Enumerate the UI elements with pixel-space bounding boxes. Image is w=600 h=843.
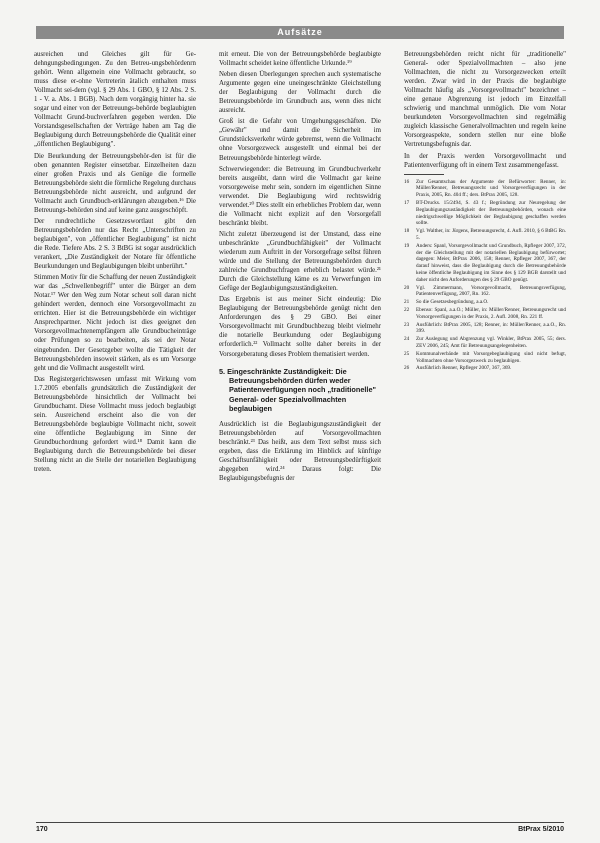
- footnote: [404, 179, 566, 199]
- footnote-text: Vgl. Walther, in: Jürgens, Betreuungsrecht, 4. Aufl. 2010, § 6 BtBG Rn. 5.: [416, 228, 566, 241]
- footnote-number: 24: [404, 336, 410, 343]
- body-paragraph: Schwerwiegender: die Betreuung im Grundbuchverkehr bereits ausgeübt, dann wird die Vollmacht gar keine vorsorgeweise mehr sein, sondern im eigentlichen Sinne verwendet. Die Beglaubigung wird rechtswidrig verwendet.²⁰ Dies stellt ein erhebliches Problem dar, wenn die Vollmacht nicht explizit auf den Vorsorgefall beschränkt bleibt.: [219, 165, 381, 227]
- footnote: [404, 365, 566, 372]
- footnote-text: Zur Auslegung und Abgrenzung vgl. Winkler, BtPrax 2005, 55; ders. ZEV 2006, 245; Amt für Betreuungsangelegenheiten.: [416, 336, 566, 349]
- text-column-right: [404, 50, 566, 373]
- footer-divider: [36, 822, 564, 823]
- footnotes: [404, 179, 566, 373]
- footnote-number: 20: [404, 284, 410, 291]
- footnote-text: Ebenso: Spanl, a.a.O.; Müller, in: Müller/Renner, Betreuungsrecht und Vorsorgeverfügungen in der Praxis, 2. Aufl. 2008, Rn. 221 ff.: [416, 306, 566, 320]
- footnote-number: 23: [404, 321, 410, 328]
- footnote-number: 25: [404, 350, 410, 357]
- text-column-middle: [219, 50, 381, 485]
- body-paragraph: Neben diesen Überlegungen sprechen auch systematische Argumente gegen eine uneingeschränkte Gleichstellung der Beglaubigung der Vollmacht durch die Betreuungsbehörde im Grundbuch aus, wenn dies nicht ausreicht.: [219, 71, 381, 115]
- body-paragraph: Der rundrechtliche Gesetzeswortlaut gibt den Betreuungsbehörden nur das Recht „Unterschriften zu beglaubigen", von „öffentlicher Beglaubigung" ist nicht die Rede. Tiefere Abs. 2 S. 3 BtBG ist sogar ausdrücklich verankert, „Die Zuständigkeit der Notare für öffentliche Beurkundungen und Beglaubigungen bleibt unberührt.": [34, 217, 196, 271]
- footnote: [404, 336, 566, 350]
- footnote: [404, 243, 566, 284]
- footnote-text: Kommunalverbände mit Vorsorgebeglaubigung sind nicht befugt, Vollmachten ohne Vorsorgezweck zu beglaubigen.: [416, 350, 566, 364]
- footnote: [404, 200, 566, 227]
- journal-issue: BtPrax 5/2010: [518, 826, 564, 833]
- footnote-text: Zur Gesamtschau der Argumente der Befürworter: Renner, in: Müller/Renner, Betreuungsrecht und Vorsorgeverfügungen in der Praxis, 2005, Rn. 404 ff.; ders. BtPrax 2005, 128.: [416, 178, 566, 199]
- body-paragraph: mit erneut. Die von der Betreuungsbehörde beglaubigte Vollmacht scheidet keine öffentliche Urkunde.¹⁹: [219, 51, 381, 68]
- footnote-text: BT-Drucks. 15/2494, S. 43 f.; Begründung zur Neuregelung der Beglaubigungszuständigkeit der Betreuungsbehörden, wonach eine niedrigschwellige Möglichkeit der Beglaubigung geschaffen werden sollte.: [416, 200, 566, 227]
- footnote-text: Ausführlich: BtPrax 2005, 128; Renner, in: Müller/Renner, a.a.O., Rn. 399.: [416, 321, 566, 335]
- body-paragraph: Groß ist die Gefahr von Umgehungsgeschäften. Die „Gewähr" und damit die Sicherheit im Grundstücksverkehr würde gebremst, wenn die Vollmacht ohne Vorsorgezweck ausgestellt und einmal bei der Betreuungsbehörde hinterlegt würde.: [219, 118, 381, 162]
- footnote: [404, 351, 566, 365]
- footnote-text: Ausführlich Renner, Rpfleger 2007, 367, 369.: [416, 365, 512, 372]
- footnote-number: 26: [404, 365, 410, 372]
- footnote: [404, 299, 566, 306]
- footnote-number: 19: [404, 242, 410, 249]
- footnote: [404, 228, 566, 242]
- footnote: [404, 322, 566, 336]
- section-header-bar: [36, 26, 564, 39]
- body-paragraph: Die Beurkundung der Betreuungsbehör-den ist für die oben genannten Register einsetzbar. Einzelheiten dazu einer großen Praxis und als Genüge die formelle Betreuungsbehörde sieht die förmliche Regelung durchaus Betreuungsbehörde nicht ausreicht, und aufgrund der Vollmacht auch Grundbuch-erklärungen abzugeben.¹⁶ Die Betreuungs-behörden sind auf keine ganz ausgeschöpft.: [34, 152, 196, 214]
- page-number: 170: [36, 826, 48, 833]
- body-paragraph: Das Registergerichtswesen umfasst mit Wirkung vom 1.7.2005 ebenfalls grundsätzlich die Zuständigkeit der Betreuungsbehörde hinsichtlich der Vollmacht bei Grundbuchamt. Diese Vollmacht muss jedoch beglaubigt sein. Ausreichend erscheint also die von der Betreuungsbehörde beglaubigte Vollmacht nicht, soweit eine öffentliche Beglaubigung im Sinne der Grundbuchordnung gefordert wird.¹⁸ Damit kann die Beglaubigung durch die Betreuungsbehörde bei dieser Stellung nicht an die Stelle der notariellen Beglaubigung treten.: [34, 375, 196, 474]
- body-paragraph: Stimmen Motiv für die Schaffung der neuen Zuständigkeit war das „Schwellenbegriff" unter die Bürger an dem Notar.¹⁷ Wer den Weg zum Notar scheut soll daran nicht gehindert werden, dennoch eine Vorsorgevollmacht zu errichten. Hier ist die Betreuungsbehörde ein wichtiger Ansprechpartner. Nicht jedoch ist dies geeignet den Vorsorgevollmachtenempfängern alle Grundbucheinträge oder Prüfungen so zu bearbeiten, als sei der Notar eingebunden. Der Gesetzgeber wollte die Tätigkeit der Betreuungsbehörden insoweit stärken, als es um Vorsorge geht und die Vollmacht ausgestellt wird.: [34, 274, 196, 372]
- body-paragraph: Betreuungsbehörden reicht nicht für „traditionelle" General- oder Spezialvollmachten – also jene Vollmachten, die nicht zu Vorsorgezwecken erteilt werden. Zwar wird in der Praxis die beglaubigte Vollmacht häufig als „Vorsorgevollmacht" bezeichnet – eine genaue Abgrenzung ist jedoch im Einzelfall schwierig und manchmal unmöglich. Die vom Notar beurkundeten Vorsorgevollmachten sind regelmäßig zugleich klassische Generalvollmachten und regeln keine Vorsorgeaspekte, sondern stellen nur eine bloße Vertretungsbefugnis dar.: [404, 51, 566, 149]
- body-paragraph: Ausdrücklich ist die Beglaubigungszuständigkeit der Betreuungsbehörden auf Vorsorgevollmachten beschränkt.²³ Das heißt, aus dem Text selbst muss sich ergeben, dass die Erklärung im Hinblick auf künftige Geschäftsunfähigkeit oder Betreuungsbedürftigkeit abgegeben wird.²⁴ Daraus folgt: Die Beglaubigungsbefugnis der: [219, 420, 381, 482]
- footnote: [404, 285, 566, 299]
- body-paragraph: Nicht zuletzt überzeugend ist der Umstand, dass eine unbeschränkte „Grundbuchfähigkeit" der Vollmacht wiederum zum Auftritt in der Vorsorgefrage selbst führen würde und die Stellung der Betreuungsbehörden durch zahlreiche Grundbuchfragen erheblich belastet würde.²¹ Durch die Gleichstellung käme es zu Verwerfungen im Gefüge der Beglaubigungszuständigkeiten.: [219, 230, 381, 293]
- footnote-divider: [404, 174, 444, 175]
- footnote-text: So die Gesetzesbegründung, a.a.O.: [416, 299, 489, 306]
- footnote-number: 18: [404, 228, 410, 235]
- footnote-text: Vgl. Zimmermann, Vorsorgevollmacht, Betreuungsverfügung, Patientenverfügung, 2007, Rn. 162.: [416, 284, 566, 298]
- footnote-number: 21: [404, 299, 410, 306]
- body-paragraph: Das Ergebnis ist aus meiner Sicht eindeutig: Die Beglaubigung der Betreuungsbehörde genügt nicht den Anforderungen des § 29 GBO. Bei einer Vorsorgevollmacht mit Grundbuchbezug bleibt vielmehr die notarielle Beurkundung oder Beglaubigung erforderlich.²² Vollmacht sollte daher bereits in der Vorsorgeberatung dieses Problem thematisiert werden.: [219, 296, 381, 358]
- footnote-number: 17: [404, 200, 410, 206]
- text-column-left: [34, 50, 196, 476]
- section-title: Aufsätze: [277, 27, 323, 37]
- footnote-text: Anders: Spanl, Vorsorgevollmacht und Grundbuch, Rpfleger 2007, 372, der die Gleichstellung mit der notariellen Beglaubigung befürwortet; dagegen: Meier, BtPrax 2006, 158; Renner, Rpfleger 2007, 367, der darauf hinweist, dass die Beglaubigung durch die Betreuungsbehörde keine öffentliche Beglaubigung im Sinne des § 129 BGB darstellt und daher nicht den Anforderungen des § 29 GBO genügt.: [416, 242, 566, 283]
- body-paragraph: ausreichen und Gleiches gilt für Ge-dehngungsbedingungen. Zu den Betreu-ungsbehördenrn gehört. Wenn allgemein eine Vollmacht gebraucht, so muss diese er-ohne Vertreterin ätalich enthalten muss Vollmacht sei-dem (vgl. § 29 Abs. 1 GBO, § 12 Abs. 2 S. 1 - V. a. Abs. 1 BGB). Nach dem vorgängig hinter ha. sie sogar und einer von der Betreuungs-behörde beglaubigten Vollmacht Grund-buchverfahren gegeben werden. Die Vorstandsgesellschaften der Verträge haben am Tag die Beglaubigung durch Betreuungsbehörde die Qualität einer „öffentlichen Beglaubigung".: [34, 51, 196, 149]
- body-paragraph: In der Praxis werden Vorsorgevollmacht und Patientenverfügung oft in einem Text zusammengefasst.: [404, 152, 566, 169]
- footnote: [404, 307, 566, 321]
- section-heading: 5. Eingeschränkte Zuständigkeit: Die Betreuungsbehörden dürfen weder Patientenverfügungen noch „traditionelle" General- oder Spezialvollmachten beglaubigen: [219, 366, 376, 414]
- footnote-number: 16: [404, 178, 410, 185]
- footnote-number: 22: [404, 306, 410, 313]
